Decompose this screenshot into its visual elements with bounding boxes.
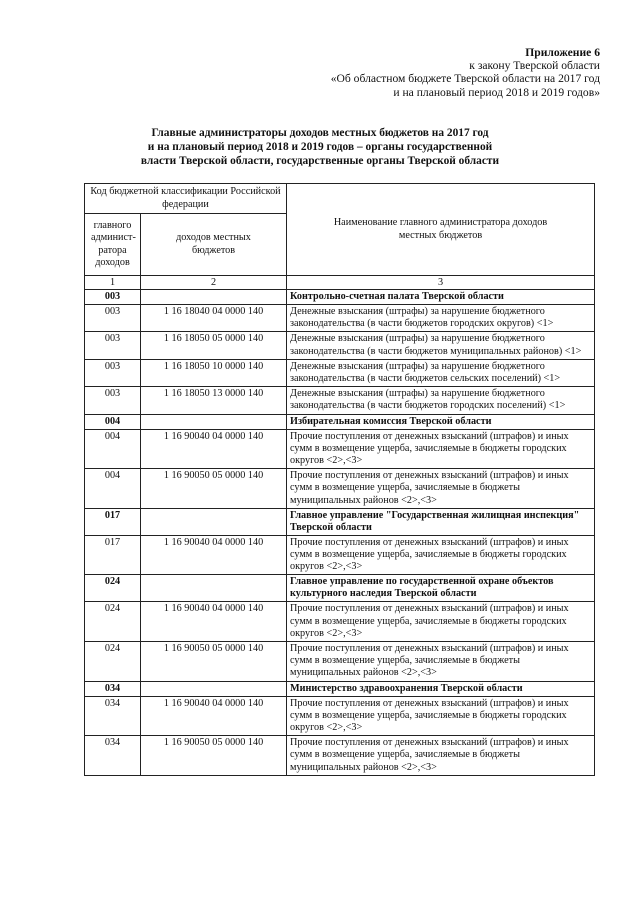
admin-code-cell: 024	[85, 602, 141, 642]
administrator-row	[85, 575, 595, 602]
name-cell: Прочие поступления от денежных взысканий (штрафов) и иных сумм в возмещение ущерба, зачисляемые в бюджеты городских округов <2>,<3>	[287, 429, 595, 469]
kbk-code-cell: 1 16 90050 05 0000 140	[141, 469, 287, 509]
revenue-row	[85, 696, 595, 736]
name-cell: Главное управление по государственной охране объектов культурного наследия Тверской области	[287, 575, 595, 602]
name-cell: Денежные взыскания (штрафы) за нарушение бюджетного законодательства (в части бюджетов сельских поселений) <1>	[287, 359, 595, 386]
administrators-table	[84, 183, 595, 776]
revenue-row	[85, 359, 595, 386]
admin-code-cell: 004	[85, 429, 141, 469]
administrator-row	[85, 508, 595, 535]
admin-code-cell: 003	[85, 332, 141, 359]
administrator-row	[85, 681, 595, 696]
name-cell: Прочие поступления от денежных взысканий (штрафов) и иных сумм в возмещение ущерба, зачисляемые в бюджеты муниципальных районов <2>,<3>	[287, 736, 595, 776]
revenue-row	[85, 469, 595, 509]
kbk-code-cell: 1 16 90040 04 0000 140	[141, 535, 287, 575]
admin-code-cell: 003	[85, 387, 141, 414]
name-cell: Прочие поступления от денежных взысканий (штрафов) и иных сумм в возмещение ущерба, зачисляемые в бюджеты городских округов <2>,<3>	[287, 696, 595, 736]
name-cell: Главное управление "Государственная жилищная инспекция" Тверской области	[287, 508, 595, 535]
appendix-line: и на плановый период 2018 и 2019 годов»	[393, 85, 600, 99]
admin-code-cell: 034	[85, 696, 141, 736]
kbk-code-cell: 1 16 18040 04 0000 140	[141, 305, 287, 332]
name-cell: Денежные взыскания (штрафы) за нарушение бюджетного законодательства (в части бюджетов муниципальных районов) <1>	[287, 332, 595, 359]
name-cell: Избирательная комиссия Тверской области	[287, 414, 595, 429]
kbk-code-cell: 1 16 90040 04 0000 140	[141, 696, 287, 736]
kbk-code-cell	[141, 508, 287, 535]
kbk-code-cell	[141, 414, 287, 429]
admin-code-cell: 003	[85, 290, 141, 305]
admin-code-cell: 034	[85, 736, 141, 776]
revenue-row	[85, 642, 595, 682]
revenue-row	[85, 332, 595, 359]
column-number: 3	[287, 276, 595, 290]
revenue-row	[85, 602, 595, 642]
appendix-line: «Об областном бюджете Тверской области на 2017 год	[330, 72, 600, 86]
administrator-row	[85, 290, 595, 305]
admin-code-cell: 034	[85, 681, 141, 696]
name-cell: Прочие поступления от денежных взысканий (штрафов) и иных сумм в возмещение ущерба, зачисляемые в бюджеты муниципальных районов <2>,<3>	[287, 642, 595, 682]
revenue-row	[85, 305, 595, 332]
kbk-code-cell	[141, 575, 287, 602]
kbk-code-cell	[141, 290, 287, 305]
kbk-code-cell: 1 16 18050 13 0000 140	[141, 387, 287, 414]
admin-code-cell: 017	[85, 535, 141, 575]
kbk-code-cell	[141, 681, 287, 696]
admin-code-cell: 004	[85, 469, 141, 509]
heading-line: Главные администраторы доходов местных бюджетов на 2017 год	[151, 127, 489, 139]
header-row-group	[85, 184, 595, 214]
kbk-code-cell: 1 16 90040 04 0000 140	[141, 429, 287, 469]
column-numbers-row	[85, 276, 595, 290]
name-cell: Денежные взыскания (штрафы) за нарушение бюджетного законодательства (в части бюджетов городских округов) <1>	[287, 305, 595, 332]
admin-code-cell: 024	[85, 575, 141, 602]
admin-code-cell: 003	[85, 359, 141, 386]
document-heading	[110, 127, 530, 168]
heading-line: власти Тверской области, государственные органы Тверской области	[140, 154, 500, 167]
revenue-row	[85, 736, 595, 776]
admin-code-cell: 017	[85, 508, 141, 535]
name-cell: Контрольно-счетная палата Тверской области	[287, 290, 595, 305]
column-number: 2	[141, 276, 287, 290]
heading-line: и на плановый период 2018 и 2019 годов – органы государственной	[147, 140, 493, 153]
admin-code-cell: 004	[85, 414, 141, 429]
revenue-row	[85, 387, 595, 414]
name-cell: Прочие поступления от денежных взысканий (штрафов) и иных сумм в возмещение ущерба, зачисляемые в бюджеты городских округов <2>,<3>	[287, 602, 595, 642]
admin-code-cell: 024	[85, 642, 141, 682]
name-cell: Министерство здравоохранения Тверской области	[287, 681, 595, 696]
name-cell: Прочие поступления от денежных взысканий (штрафов) и иных сумм в возмещение ущерба, зачисляемые в бюджеты муниципальных районов <2>,<3>	[287, 469, 595, 509]
appendix-block	[260, 46, 600, 99]
appendix-title: Приложение 6	[525, 46, 600, 59]
appendix-line: к закону Тверской области	[469, 59, 600, 73]
admin-code-cell: 003	[85, 305, 141, 332]
revenue-row	[85, 429, 595, 469]
kbk-code-cell: 1 16 90050 05 0000 140	[141, 642, 287, 682]
kbk-code-cell: 1 16 18050 05 0000 140	[141, 332, 287, 359]
kbk-code-cell: 1 16 90050 05 0000 140	[141, 736, 287, 776]
header-administrator-name: Наименование главного администратора доходов местных бюджетов	[287, 184, 595, 276]
name-cell: Денежные взыскания (штрафы) за нарушение бюджетного законодательства (в части бюджетов городских поселений) <1>	[287, 387, 595, 414]
administrator-row	[85, 414, 595, 429]
kbk-code-cell: 1 16 18050 10 0000 140	[141, 359, 287, 386]
header-local-revenue: доходов местных бюджетов	[141, 214, 287, 276]
header-chief-administrator: главного админист- ратора доходов	[85, 214, 141, 276]
kbk-code-cell: 1 16 90040 04 0000 140	[141, 602, 287, 642]
revenue-row	[85, 535, 595, 575]
header-budget-code: Код бюджетной классификации Российской федерации	[85, 184, 287, 214]
column-number: 1	[85, 276, 141, 290]
name-cell: Прочие поступления от денежных взысканий (штрафов) и иных сумм в возмещение ущерба, зачисляемые в бюджеты городских округов <2>,<3>	[287, 535, 595, 575]
